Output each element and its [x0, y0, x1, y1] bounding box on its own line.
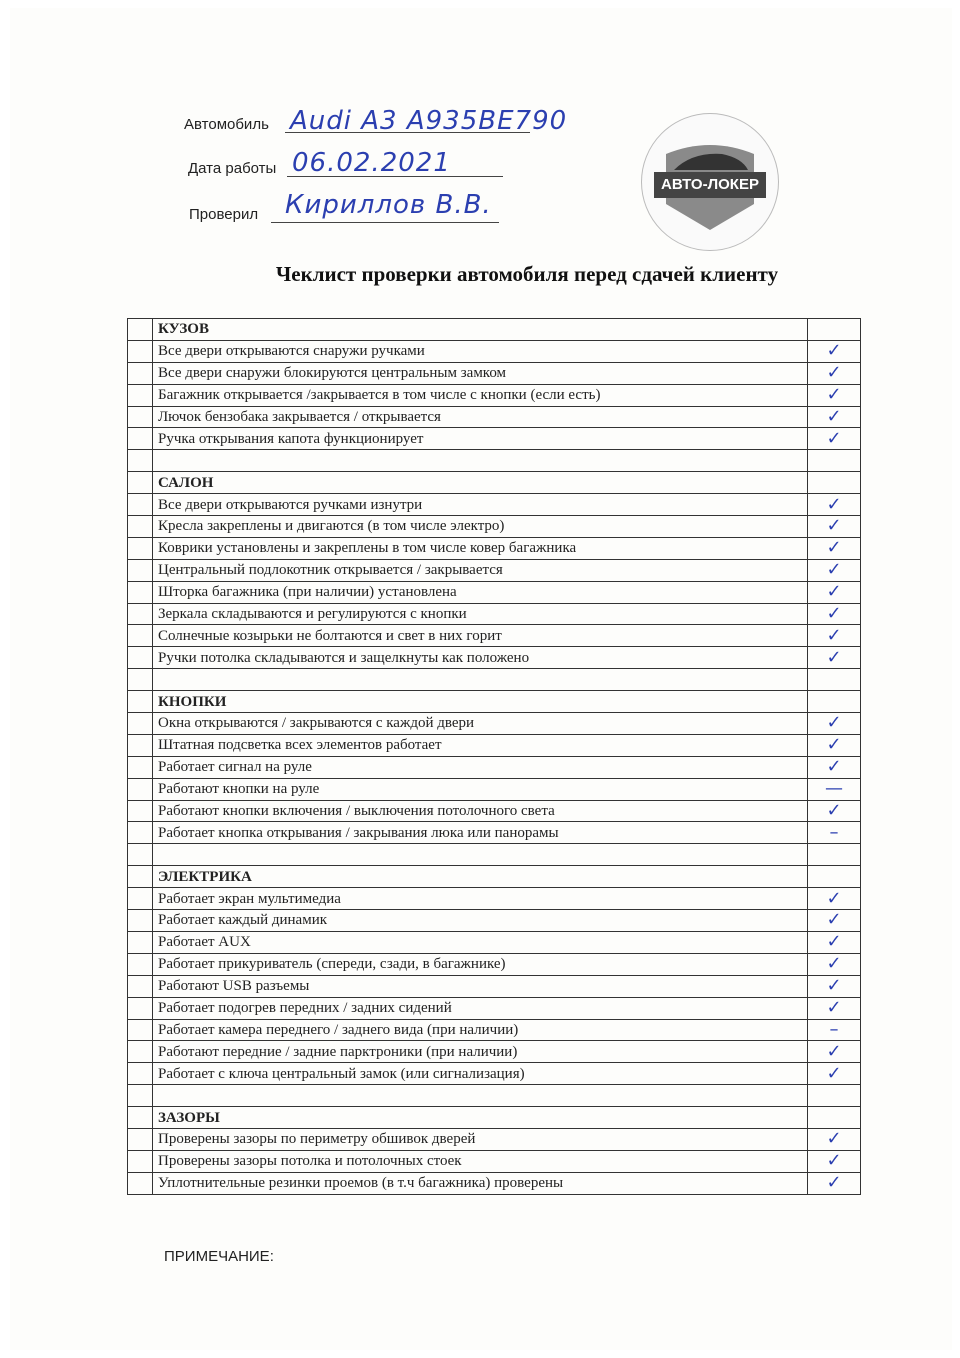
checklist-row — [128, 756, 861, 778]
check-mark: ✓ — [808, 997, 861, 1019]
check-mark: ✓ — [808, 603, 861, 625]
check-mark: – — [808, 822, 861, 844]
checklist-row — [128, 1063, 861, 1085]
check-cell — [808, 669, 861, 691]
check-mark: ✓ — [808, 1063, 861, 1085]
row-number-cell — [128, 362, 153, 384]
item-text — [153, 450, 808, 472]
section-header — [128, 472, 861, 494]
check-mark: ✓ — [808, 384, 861, 406]
row-number-cell — [128, 603, 153, 625]
row-number-cell — [128, 931, 153, 953]
item-text: Центральный подлокотник открывается / закрывается — [153, 559, 808, 581]
item-text: Проверены зазоры потолка и потолочных стоек — [153, 1150, 808, 1172]
row-number-cell — [128, 406, 153, 428]
checklist-row — [128, 778, 861, 800]
item-text: Работает прикуриватель (спереди, сзади, в багажнике) — [153, 953, 808, 975]
item-text: Работает кнопка открывания / закрывания люка или панорамы — [153, 822, 808, 844]
check-mark: ✓ — [808, 1041, 861, 1063]
row-number-cell — [128, 822, 153, 844]
checklist-table — [127, 318, 861, 1195]
item-text: Работают кнопки включения / выключения потолочного света — [153, 800, 808, 822]
check-mark: ✓ — [808, 406, 861, 428]
check-mark: ✓ — [808, 888, 861, 910]
date-value: 06.02.2021 — [292, 148, 451, 178]
check-mark: ✓ — [808, 559, 861, 581]
check-mark: ✓ — [808, 734, 861, 756]
item-text: САЛОН — [153, 472, 808, 494]
check-mark: ✓ — [808, 516, 861, 538]
check-cell — [808, 450, 861, 472]
item-text: Работает с ключа центральный замок (или сигнализация) — [153, 1063, 808, 1085]
check-mark: — — [808, 778, 861, 800]
item-text: Работает AUX — [153, 931, 808, 953]
check-cell — [808, 691, 861, 713]
section-header — [128, 691, 861, 713]
item-text — [153, 1085, 808, 1107]
item-text: Все двери открываются снаружи ручками — [153, 340, 808, 362]
row-number-cell — [128, 888, 153, 910]
item-text: Работают USB разъемы — [153, 975, 808, 997]
checklist-row — [128, 1150, 861, 1172]
check-mark: ✓ — [808, 537, 861, 559]
check-mark: ✓ — [808, 1150, 861, 1172]
check-mark: ✓ — [808, 647, 861, 669]
section-header — [128, 1107, 861, 1129]
item-text: Багажник открывается /закрывается в том числе с кнопки (если есть) — [153, 384, 808, 406]
checklist-row — [128, 340, 861, 362]
check-cell — [808, 1085, 861, 1107]
item-text: Ручки потолка складываются и защелкнуты как положено — [153, 647, 808, 669]
item-text: Работает подогрев передних / задних сидений — [153, 997, 808, 1019]
checklist-row — [128, 1019, 861, 1041]
row-number-cell — [128, 734, 153, 756]
blank-row — [128, 1085, 861, 1107]
check-mark: ✓ — [808, 756, 861, 778]
row-number-cell — [128, 472, 153, 494]
date-label: Дата работы — [188, 160, 277, 177]
row-number-cell — [128, 559, 153, 581]
check-mark: ✓ — [808, 713, 861, 735]
row-number-cell — [128, 866, 153, 888]
blank-row — [128, 450, 861, 472]
check-cell — [808, 319, 861, 341]
check-mark: ✓ — [808, 494, 861, 516]
checklist-row — [128, 1128, 861, 1150]
item-text: Кресла закреплены и двигаются (в том числе электро) — [153, 516, 808, 538]
check-mark: ✓ — [808, 931, 861, 953]
row-number-cell — [128, 450, 153, 472]
row-number-cell — [128, 910, 153, 932]
checklist-row — [128, 647, 861, 669]
checklist-row — [128, 581, 861, 603]
check-cell — [808, 1107, 861, 1129]
checklist-row — [128, 537, 861, 559]
row-number-cell — [128, 975, 153, 997]
row-number-cell — [128, 340, 153, 362]
section-header — [128, 319, 861, 341]
section-header — [128, 866, 861, 888]
checklist-row — [128, 428, 861, 450]
checked-by-value: Кириллов В.В. — [285, 190, 492, 220]
check-mark: ✓ — [808, 1128, 861, 1150]
item-text: Работают передние / задние парктроники (при наличии) — [153, 1041, 808, 1063]
row-number-cell — [128, 494, 153, 516]
check-mark: ✓ — [808, 1172, 861, 1194]
checklist-row — [128, 800, 861, 822]
checklist-row — [128, 975, 861, 997]
row-number-cell — [128, 581, 153, 603]
logo-text: АВТО-ЛОКЕР — [654, 172, 766, 198]
check-mark: – — [808, 1019, 861, 1041]
row-number-cell — [128, 844, 153, 866]
checklist-row — [128, 406, 861, 428]
checked-by-label: Проверил — [189, 206, 259, 223]
item-text: Штатная подсветка всех элементов работает — [153, 734, 808, 756]
checklist-row — [128, 997, 861, 1019]
row-number-cell — [128, 756, 153, 778]
checklist-row — [128, 625, 861, 647]
checklist-row — [128, 931, 861, 953]
item-text: Уплотнительные резинки проемов (в т.ч багажника) проверены — [153, 1172, 808, 1194]
item-text: Все двери снаружи блокируются центральным замком — [153, 362, 808, 384]
item-text: Работает экран мультимедиа — [153, 888, 808, 910]
note-label: ПРИМЕЧАНИЕ: — [164, 1248, 274, 1265]
checklist-row — [128, 1172, 861, 1194]
checklist-row — [128, 362, 861, 384]
check-cell — [808, 472, 861, 494]
check-mark: ✓ — [808, 953, 861, 975]
item-text: Работают кнопки на руле — [153, 778, 808, 800]
check-mark: ✓ — [808, 581, 861, 603]
checklist-row — [128, 494, 861, 516]
row-number-cell — [128, 1085, 153, 1107]
item-text: Все двери открываются ручками изнутри — [153, 494, 808, 516]
row-number-cell — [128, 669, 153, 691]
checklist-row — [128, 910, 861, 932]
check-cell — [808, 866, 861, 888]
row-number-cell — [128, 428, 153, 450]
item-text: Работает сигнал на руле — [153, 756, 808, 778]
row-number-cell — [128, 778, 153, 800]
checklist-row — [128, 603, 861, 625]
item-text: Работает каждый динамик — [153, 910, 808, 932]
item-text: КНОПКИ — [153, 691, 808, 713]
item-text: Ручка открывания капота функционирует — [153, 428, 808, 450]
row-number-cell — [128, 1019, 153, 1041]
row-number-cell — [128, 1150, 153, 1172]
blank-row — [128, 844, 861, 866]
row-number-cell — [128, 384, 153, 406]
row-number-cell — [128, 953, 153, 975]
item-text — [153, 844, 808, 866]
checklist-row — [128, 559, 861, 581]
row-number-cell — [128, 800, 153, 822]
checklist-row — [128, 822, 861, 844]
checklist-row — [128, 734, 861, 756]
blank-row — [128, 669, 861, 691]
row-number-cell — [128, 1172, 153, 1194]
check-mark: ✓ — [808, 428, 861, 450]
item-text: Работает камера переднего / заднего вида (при наличии) — [153, 1019, 808, 1041]
row-number-cell — [128, 647, 153, 669]
checklist-row — [128, 713, 861, 735]
checked-by-underline — [271, 222, 499, 223]
item-text: Коврики установлены и закреплены в том числе ковер багажника — [153, 537, 808, 559]
check-mark: ✓ — [808, 625, 861, 647]
car-value: Audi A3 A935BE790 — [290, 106, 568, 136]
row-number-cell — [128, 1128, 153, 1150]
item-text: Шторка багажника (при наличии) установлена — [153, 581, 808, 603]
row-number-cell — [128, 691, 153, 713]
item-text: Солнечные козырьки не болтаются и свет в них горит — [153, 625, 808, 647]
row-number-cell — [128, 1041, 153, 1063]
row-number-cell — [128, 1107, 153, 1129]
check-mark: ✓ — [808, 340, 861, 362]
check-mark: ✓ — [808, 910, 861, 932]
item-text: Лючок бензобака закрывается / открывается — [153, 406, 808, 428]
checklist-row — [128, 516, 861, 538]
checklist-row — [128, 888, 861, 910]
page-title: Чеклист проверки автомобиля перед сдачей клиенту — [275, 262, 779, 286]
car-label: Автомобиль — [184, 116, 269, 133]
item-text: КУЗОВ — [153, 319, 808, 341]
row-number-cell — [128, 1063, 153, 1085]
row-number-cell — [128, 625, 153, 647]
item-text: Окна открываются / закрываются с каждой двери — [153, 713, 808, 735]
check-mark: ✓ — [808, 975, 861, 997]
checklist-row — [128, 384, 861, 406]
checklist-row — [128, 953, 861, 975]
row-number-cell — [128, 516, 153, 538]
check-cell — [808, 844, 861, 866]
item-text: Зеркала складываются и регулируются с кнопки — [153, 603, 808, 625]
item-text — [153, 669, 808, 691]
row-number-cell — [128, 319, 153, 341]
row-number-cell — [128, 713, 153, 735]
checklist-row — [128, 1041, 861, 1063]
row-number-cell — [128, 997, 153, 1019]
check-mark: ✓ — [808, 362, 861, 384]
check-mark: ✓ — [808, 800, 861, 822]
row-number-cell — [128, 537, 153, 559]
item-text: ЗАЗОРЫ — [153, 1107, 808, 1129]
item-text: ЭЛЕКТРИКА — [153, 866, 808, 888]
item-text: Проверены зазоры по периметру обшивок дверей — [153, 1128, 808, 1150]
company-logo — [641, 113, 779, 251]
